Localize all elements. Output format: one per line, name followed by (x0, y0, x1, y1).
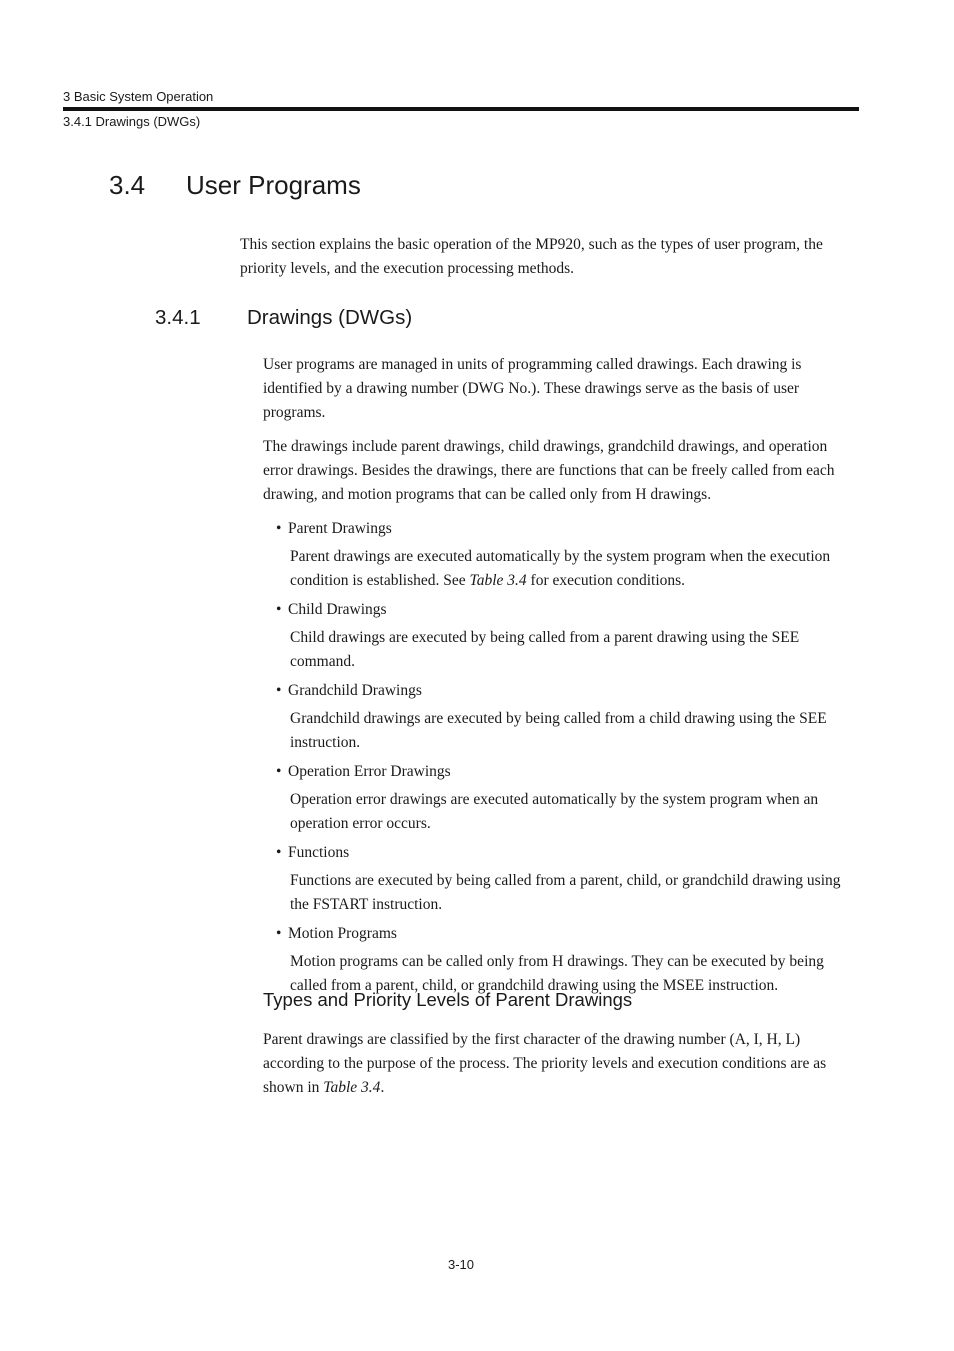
page-number: 3-10 (447, 1257, 475, 1272)
subsection-title: Drawings (DWGs) (247, 306, 413, 329)
bullet-title: • Functions (263, 841, 860, 865)
list-item (263, 841, 860, 917)
intro-paragraph: This section explains the basic operation of the MP920, such as the types of user program, the priority levels, and the execution processing methods. (240, 236, 823, 277)
bullet-description: Grandchild drawings are executed by being called from a child drawing using the SEE instruction. (290, 710, 827, 751)
priority-heading: Types and Priority Levels of Parent Drawings (263, 989, 633, 1010)
header-rule (63, 107, 859, 111)
bullet-title: • Operation Error Drawings (263, 760, 860, 784)
bullet-description: Motion programs can be called only from H drawings. They can be executed by being called from a parent, child, or grandchild drawing using the MSEE instruction. (290, 953, 824, 994)
running-header-section: 3.4.1 Drawings (DWGs) (63, 114, 201, 129)
section-title: User Programs (186, 170, 361, 200)
drawings-body (263, 353, 860, 1003)
paragraph: The drawings include parent drawings, child drawings, grandchild drawings, and operation error drawings. Besides the drawings, there are functions that can be freely called from each drawing, and motion programs that can be called only from H drawings. (263, 438, 835, 503)
priority-text: . (380, 1079, 385, 1096)
list-item (263, 598, 860, 674)
drawing-types-list (263, 517, 860, 998)
bullet-title: • Grandchild Drawings (263, 679, 860, 703)
subsection-number: 3.4.1 (155, 306, 201, 329)
list-item (263, 760, 860, 836)
section-heading (109, 170, 361, 201)
table-reference: Table 3.4 (469, 572, 527, 589)
subsection-heading (155, 306, 412, 330)
bullet-title: • Parent Drawings (263, 517, 860, 541)
paragraph: User programs are managed in units of programming called drawings. Each drawing is identified by a drawing number (DWG No.). These drawings serve as the basis of user programs. (263, 356, 802, 421)
table-reference: Table 3.4 (323, 1079, 381, 1096)
list-item (263, 679, 860, 755)
bullet-description: Operation error drawings are executed automatically by the system program when an operation error occurs. (290, 791, 819, 832)
list-item (263, 922, 860, 998)
section-number: 3.4 (109, 170, 146, 200)
bullet-title: • Child Drawings (263, 598, 860, 622)
desc-text: for execution conditions. (526, 572, 686, 589)
bullet-description: Functions are executed by being called from a parent, child, or grandchild drawing using the FSTART instruction. (290, 872, 841, 913)
running-header-chapter: 3 Basic System Operation (63, 89, 214, 104)
bullet-description: Child drawings are executed by being called from a parent drawing using the SEE command. (290, 629, 800, 670)
priority-text: Parent drawings are classified by the first character of the drawing number (A, I, H, L) according to the purpose of the process. The priority levels and execution conditions are as shown in (263, 1031, 827, 1096)
bullet-title: • Motion Programs (263, 922, 860, 946)
bullet-description (263, 545, 860, 593)
list-item (263, 517, 860, 593)
desc-text: Parent drawings are executed automatically by the system program when the execution condition is established. See (290, 548, 831, 589)
priority-paragraph (263, 1028, 860, 1100)
